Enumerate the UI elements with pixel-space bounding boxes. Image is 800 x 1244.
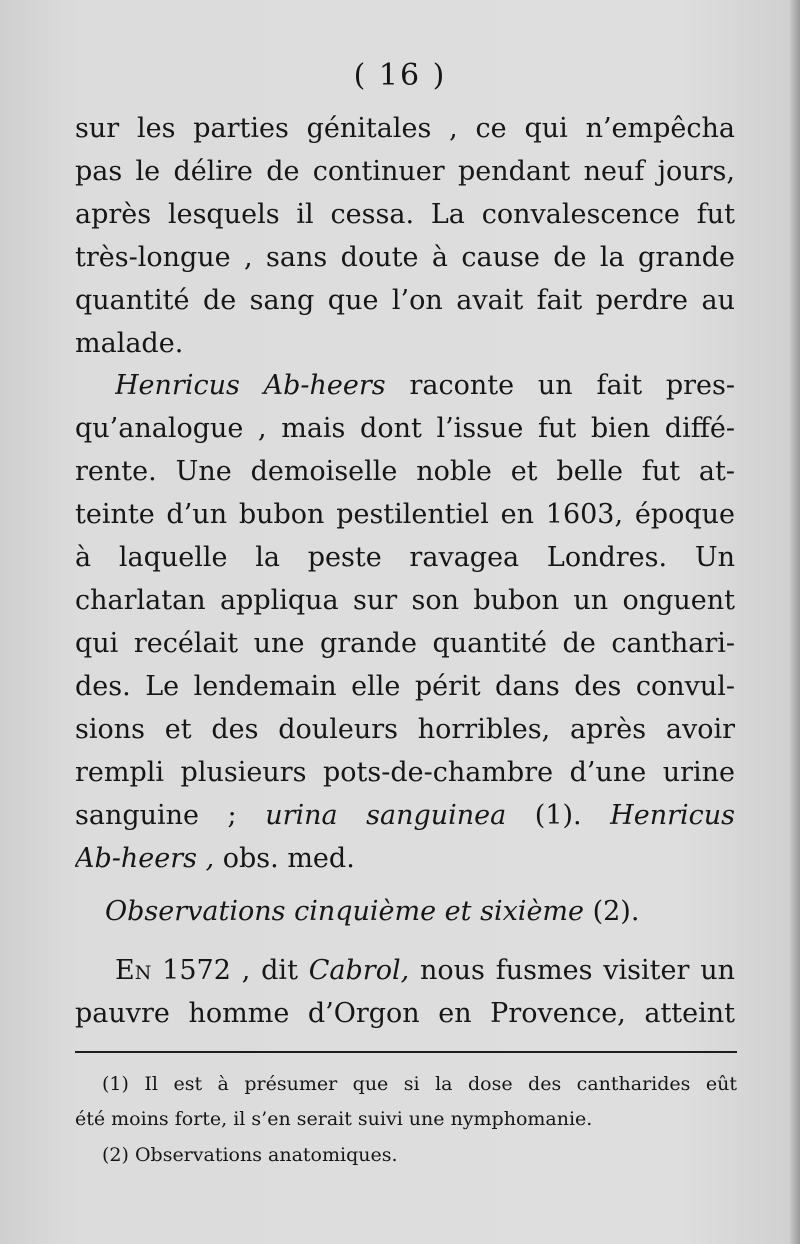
footnote: (2) Observations anatomiques. bbox=[102, 1144, 398, 1166]
body-line: très-longue , sans doute à cause de la grande bbox=[75, 242, 735, 273]
body-line: à laquelle la peste ravagea Londres. Un bbox=[75, 542, 735, 573]
body-line: teinte d’un bubon pestilentiel en 1603, époque bbox=[75, 499, 735, 530]
paragraph-first-line bbox=[115, 369, 735, 403]
line-text: obs. med. bbox=[214, 843, 355, 874]
page-edge-shadow bbox=[790, 0, 800, 1244]
footnote-ref: (1). bbox=[506, 800, 611, 831]
footnote-ref: (2). bbox=[584, 896, 640, 927]
footnote-rule bbox=[75, 1051, 737, 1053]
author-name: Henricus bbox=[610, 800, 735, 831]
body-line bbox=[75, 842, 735, 876]
body-line: malade. bbox=[75, 328, 184, 359]
body-line: qu’analogue , mais dont l’issue fut bien diffé- bbox=[75, 413, 735, 444]
line-text: nous fusmes visiter un bbox=[409, 955, 735, 986]
latin-phrase: urina sanguinea bbox=[265, 800, 507, 831]
page-number: ( 16 ) bbox=[353, 58, 447, 93]
body-line: pas le délire de continuer pendant neuf jours, bbox=[75, 156, 735, 187]
line-text: 1572 , dit bbox=[151, 955, 309, 986]
author-name: Henricus Ab-heers bbox=[115, 370, 386, 401]
drop-cap: En bbox=[115, 955, 152, 986]
footnote: (1) Il est à présumer que si la dose des cantharides eût bbox=[102, 1073, 737, 1095]
body-line: charlatan appliqua sur son bubon un onguent bbox=[75, 585, 735, 616]
footnote: été moins forte, il s’en serait suivi une nymphomanie. bbox=[75, 1108, 593, 1130]
body-line: rempli plusieurs pots-de-chambre d’une urine bbox=[75, 757, 735, 788]
body-line: sions et des douleurs horribles, après avoir bbox=[75, 714, 735, 745]
body-line: quantité de sang que l’on avait fait perdre au bbox=[75, 285, 735, 316]
line-text: sanguine ; bbox=[75, 800, 266, 831]
body-line: rente. Une demoiselle noble et belle fut at- bbox=[75, 456, 735, 487]
body-line: après lesquels il cessa. La convalescence fut bbox=[75, 199, 735, 230]
section-heading bbox=[105, 895, 725, 929]
author-name: Ab-heers , bbox=[75, 843, 215, 874]
heading-text: Observations cinquième et sixième bbox=[105, 896, 584, 927]
body-line: qui recélait une grande quantité de canthari- bbox=[75, 628, 735, 659]
body-line: des. Le lendemain elle périt dans des convul- bbox=[75, 671, 735, 702]
line-text: raconte un fait pres- bbox=[385, 370, 735, 401]
body-line bbox=[75, 799, 735, 833]
paragraph-first-line bbox=[115, 954, 735, 988]
body-line: sur les parties génitales , ce qui n’empêcha bbox=[75, 113, 735, 144]
author-name: Cabrol, bbox=[308, 955, 410, 986]
body-line: pauvre homme d’Orgon en Provence, atteint bbox=[75, 998, 735, 1029]
